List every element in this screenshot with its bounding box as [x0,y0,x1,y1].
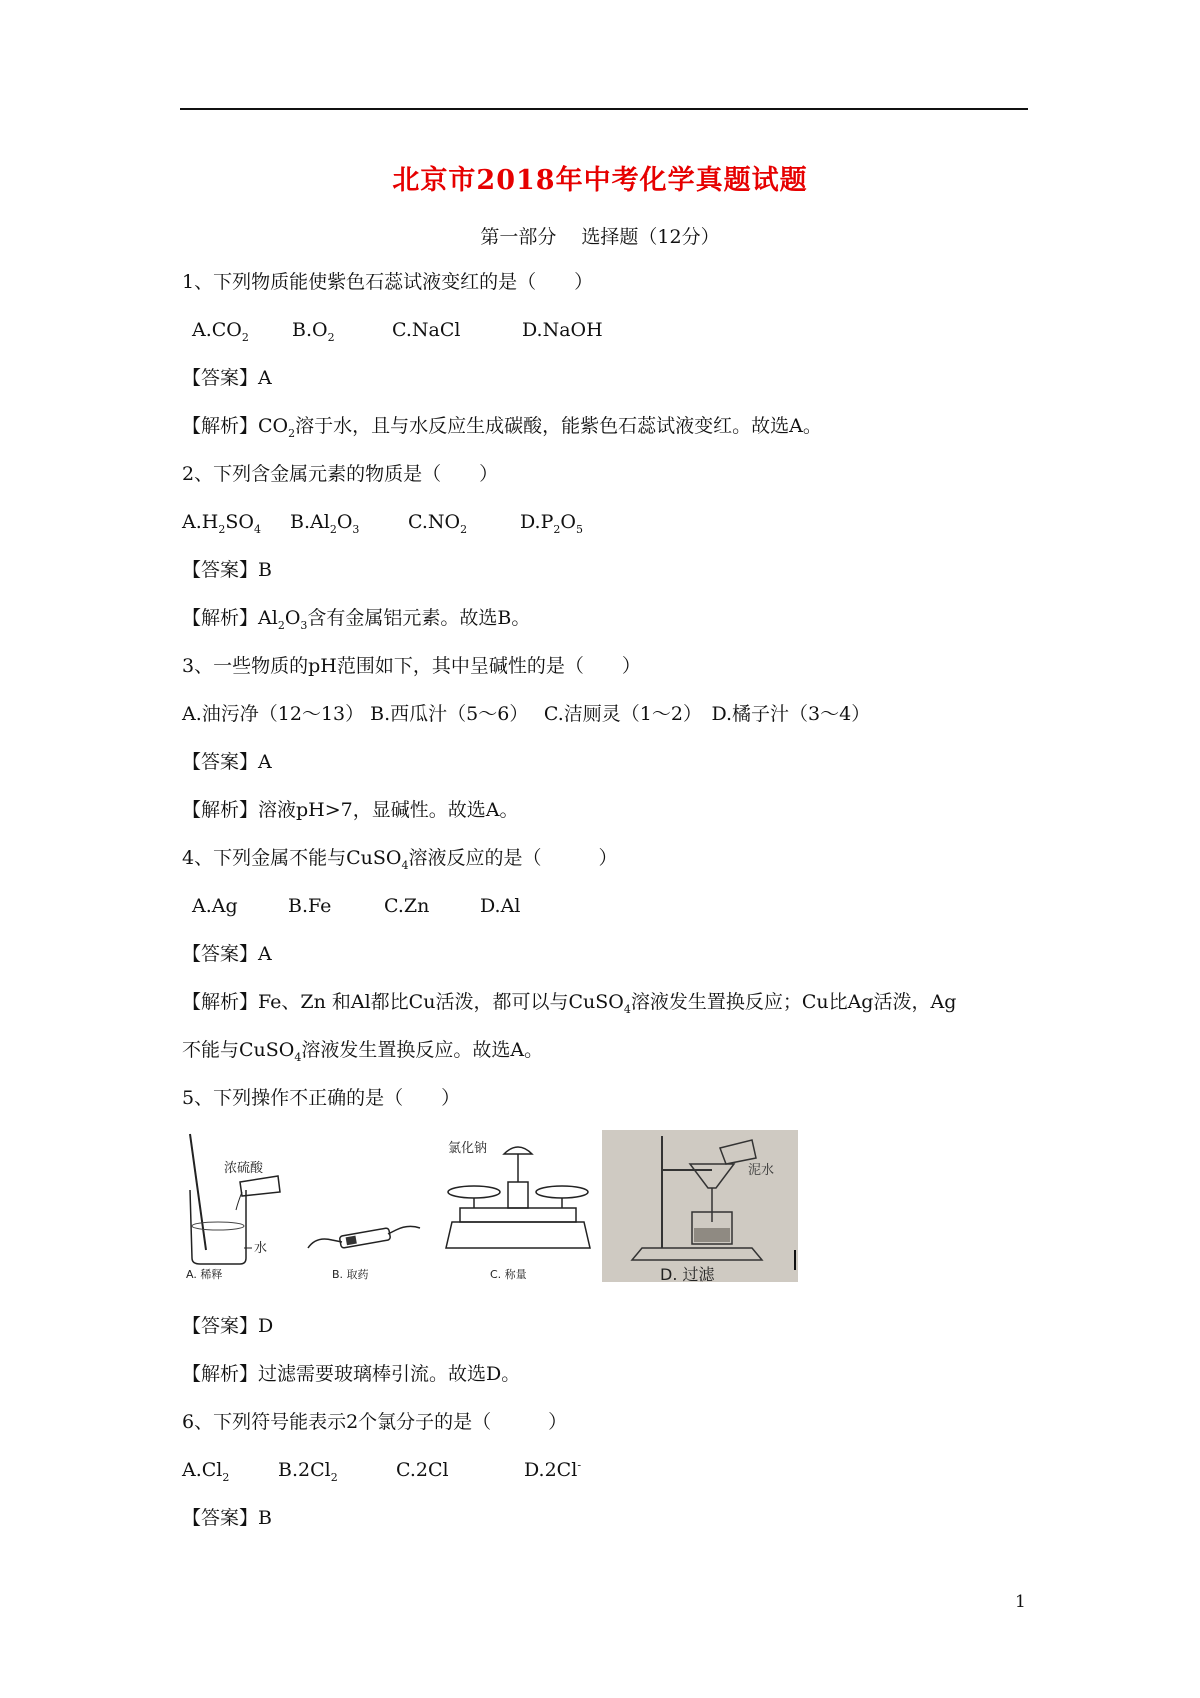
question-4-stem: 4、下列金属不能与CuSO$_4$溶液反应的是（ ） [182,847,618,872]
q4-option-a: A.Ag [192,895,238,917]
document-title: 北京市2018年中考化学真题试题 [392,165,808,196]
fig-b-label: B. 取药 [332,1268,369,1281]
q6-option-b: $B.2Cl_2$ [278,1459,338,1484]
question-1-answer: 【答案】A [182,367,272,389]
question-1-stem: 1、下列物质能使紫色石蕊试液变红的是（ ） [182,271,594,293]
figure-b-taking-reagent [302,1130,432,1282]
figure-c-weighing [438,1130,598,1282]
question-4-analysis-line-2: 不能与CuSO$_4$溶液发生置换反应。故选A。 [182,1039,544,1064]
q6-option-c: C.2Cl [396,1459,449,1481]
question-2-answer: 【答案】B [182,559,272,581]
q2-option-b: $B.Al_2O_3$ [290,511,360,536]
question-4-analysis-line-1: 【解析】Fe、Zn 和Al都比Cu活泼，都可以与CuSO$_4$溶液发生置换反应；Cu比Ag活泼，Ag [182,991,957,1016]
q4-option-d: D.Al [480,895,521,917]
question-2-analysis: 【解析】$Al_2O_3$含有金属铝元素。故选B。 [182,607,531,632]
question-5-analysis: 【解析】过滤需要玻璃棒引流。故选D。 [182,1363,521,1385]
fig-c-tag: 氯化钠 [448,1141,488,1156]
q1-option-a: $A.CO_2$ [192,319,249,344]
question-3-stem: 3、一些物质的pH范围如下，其中呈碱性的是（ ） [182,655,641,677]
fig-a-label: A. 稀释 [186,1268,223,1281]
q1-option-b: $B.O_2$ [292,319,335,344]
question-6-answer: 【答案】B [182,1507,272,1529]
question-3-options: A.油污净（12～13） B.西瓜汁（5～6） C.洁厕灵（1～2） D.橘子汁（3～4） [182,703,871,725]
q4-option-b: B.Fe [288,895,332,917]
question-5-stem: 5、下列操作不正确的是（ ） [182,1087,461,1109]
q1-option-d: D.NaOH [522,319,603,341]
page-number: 1 [1015,1592,1026,1612]
question-6-stem: 6、下列符号能表示2个氯分子的是（ ） [182,1411,568,1433]
q1-option-c: C.NaCl [392,319,461,341]
fig-a-tag-water: 水 [254,1241,268,1256]
fig-c-label: C. 称量 [490,1268,527,1281]
question-3-analysis: 【解析】溶液pH>7，显碱性。故选A。 [182,799,519,821]
q6-option-d: D.2Cl- [524,1458,582,1481]
fig-d-tag: 泥水 [748,1163,775,1178]
figure-a-dilution [182,1130,292,1282]
question-2-stem: 2、下列含金属元素的物质是（ ） [182,463,499,485]
q2-option-a: $A.H_2SO_4$ [182,511,261,536]
q4-option-c: C.Zn [384,895,430,917]
section-heading: 第一部分 选择题（12分） [480,226,720,248]
fig-a-tag-acid: 浓硫酸 [224,1161,264,1176]
q6-option-a: $A.Cl_2$ [182,1459,230,1484]
q2-option-d: $D.P_2O_5$ [520,511,583,536]
header-rule [180,108,1028,110]
q2-option-c: $C.NO_2$ [408,511,468,536]
question-5-figures [182,1130,862,1282]
figure-d-filtration [602,1130,798,1282]
question-5-answer: 【答案】D [182,1315,274,1337]
question-3-answer: 【答案】A [182,751,272,773]
question-4-answer: 【答案】A [182,943,272,965]
question-1-analysis: 【解析】$CO_2$溶于水，且与水反应生成碳酸，能紫色石蕊试液变红。故选A。 [182,415,822,440]
fig-d-label: D. 过滤 [660,1265,715,1282]
